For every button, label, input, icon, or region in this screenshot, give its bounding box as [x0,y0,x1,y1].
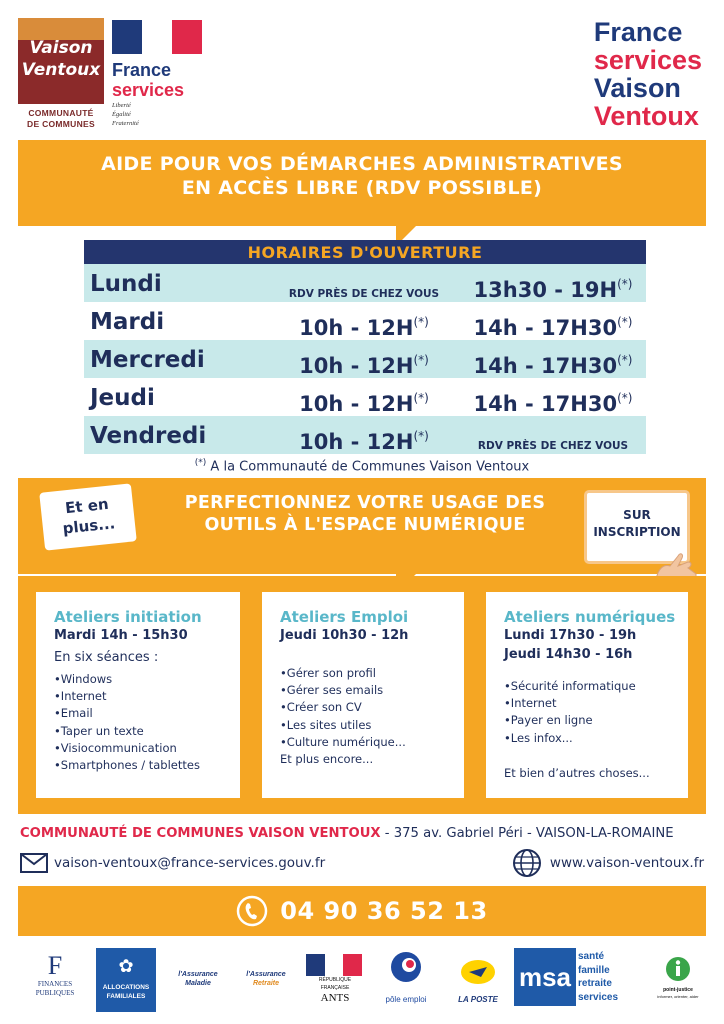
hours-note-star: (*) [194,458,207,468]
msa-l3: retraite [578,978,612,989]
retraite-l1: l'Assurance [246,971,286,978]
pole-emploi-icon [389,950,423,984]
pole-l1: pôle emploi [385,995,427,1004]
day-label: Mercredi [90,347,205,373]
day-label: Jeudi [90,385,155,411]
logo-vv-line1: Vaison [29,38,93,58]
banner1-line2: EN ACCÈS LIBRE (RDV POSSIBLE) [181,177,543,199]
aide-banner [18,140,706,226]
atelier-schedule: Lundi 17h30 - 19h [504,628,637,643]
atelier-item: • Internet [504,695,676,712]
atelier-item: • Smartphones / tablettes [54,757,228,774]
banner1-line1: AIDE POUR VOS DÉMARCHES ADMINISTRATIVES [101,153,623,175]
atelier-title: Ateliers initiation [54,608,202,626]
morning-hours: RDV PRÈS DE CHEZ VOUS [288,288,440,300]
atelier-item: • Visiocommunication [54,740,228,757]
title-line3: Vaison [593,73,681,103]
phone-number[interactable]: 04 90 36 52 13 [280,897,488,925]
atelier-item: • Payer en ligne [504,712,676,729]
assurance-maladie-logo [170,948,226,1012]
page-title [594,18,702,130]
finances-publiques-logo: F FINANCES PUBLIQUES [30,948,80,1012]
inscription-line1: SUR [623,508,651,522]
et-plus-line1: Et en [64,494,110,518]
inscription-line2: INSCRIPTION [593,525,681,539]
point-justice-logo [652,948,704,1012]
hours-row [84,340,646,378]
afternoon-hours: 14h - 17H30(*) [473,391,633,416]
assurance-retraite-logo [238,948,294,1012]
address-line [20,826,674,841]
website-row[interactable] [512,848,704,878]
atelier-schedule: Jeudi 10h30 - 12h [280,628,409,643]
finances-l2: PUBLIQUES [35,989,75,997]
title-line1: France [593,17,683,47]
msa-l4: services [578,991,619,1003]
perfectionnez-text [140,492,590,536]
justice-l1: point-justice [663,987,693,993]
et-plus-line2: plus... [61,514,117,538]
atelier-item: • Email [54,705,228,722]
atelier-title: Ateliers numériques [504,608,676,626]
atelier-title: Ateliers Emploi [280,608,409,626]
france-services-logo [112,20,212,130]
atelier-card [36,592,240,798]
day-label: Lundi [90,271,162,297]
logo-fs-motto3: Fraternité [112,120,139,127]
caf-l2: FAMILIALES [106,993,146,1000]
poste-l1: LA POSTE [458,995,498,1004]
hours-row [84,378,646,416]
email-row[interactable] [20,852,325,874]
ants-logo [306,948,364,1012]
ameli-l2: Maladie [185,980,211,987]
vaison-ventoux-logo [18,18,104,130]
org-name: COMMUNAUTÉ DE COMMUNES VAISON VENTOUX [20,826,381,841]
logo-fs-line1: France [112,60,172,80]
atelier-item: • Gérer son profil [280,665,452,682]
msa-l2: famille [578,964,610,976]
ants-l2: ANTS [320,992,350,1004]
title-line2: services [593,45,702,75]
title-line4: Ventoux [593,101,699,131]
website-link[interactable]: www.vaison-ventoux.fr [549,855,704,871]
logo-vv-line2: Ventoux [21,60,101,80]
caf-logo: ✿ ALLOCATIONS FAMILIALES [96,948,156,1012]
afternoon-hours: 13h30 - 19H(*) [473,277,633,302]
logo-vv-sub1: COMMUNAUTÉ [28,108,94,118]
atelier-item: • Les infox... [504,730,676,747]
atelier-outro: Et bien d’autres choses... [504,765,650,780]
caf-l1: ALLOCATIONS [102,984,150,991]
atelier-outro: Et plus encore... [280,752,374,767]
envelope-icon [20,853,48,873]
atelier-item: • Windows [54,671,228,688]
hours-note-text: A la Communauté de Communes Vaison Ventoux [206,459,530,475]
logo-fs-motto1: Liberté [112,102,131,109]
logo-fs-line2: services [112,80,185,100]
la-poste-icon [459,958,497,986]
afternoon-hours: 14h - 17H30(*) [473,315,633,340]
atelier-schedule: Mardi 14h - 15h30 [54,628,188,643]
banner2-line2: OUTILS À L'ESPACE NUMÉRIQUE [204,515,526,535]
la-poste-logo [446,948,510,1012]
email-link[interactable]: vaison-ventoux@france-services.gouv.fr [54,855,326,871]
morning-hours: 10h - 12H(*) [299,315,429,340]
finances-l1: FINANCES [37,980,73,988]
french-flag-icon [112,20,202,54]
hours-row [84,302,646,340]
point-justice-icon [665,956,691,982]
ameli-l1: l'Assurance [178,971,218,978]
hours-row [84,264,646,302]
globe-icon [512,848,542,878]
day-label: Vendredi [90,423,207,449]
atelier-item: • Sécurité informatique [504,678,676,695]
msa-logo: msa santé famille retraite services [514,948,646,1012]
atelier-intro: En six séances : [54,650,159,665]
day-label: Mardi [90,309,165,335]
address: - 375 av. Gabriel Péri - VAISON-LA-ROMAINE [380,826,674,841]
msa-l1: santé [578,951,605,962]
atelier-item: • Culture numérique... [280,734,452,751]
morning-hours: 10h - 12H(*) [299,353,429,378]
atelier-item: • Les sites utiles [280,717,452,734]
logo-vv-sub2: DE COMMUNES [27,119,95,129]
atelier-card [486,592,688,798]
ants-l1: RÉPUBLIQUE FRANÇAISE [318,977,352,991]
hours-note [0,458,724,474]
phone-bar[interactable] [18,886,706,936]
morning-hours: 10h - 12H(*) [299,391,429,416]
atelier-item: • Taper un texte [54,723,228,740]
logo-fs-motto2: Égalité [112,111,131,118]
morning-hours: 10h - 12H(*) [299,429,429,454]
hours-row [84,416,646,454]
retraite-l2: Retraite [252,980,280,987]
afternoon-hours: RDV PRÈS DE CHEZ VOUS [477,440,629,452]
hours-header: HORAIRES D'OUVERTURE [84,240,646,264]
atelier-item: • Gérer ses emails [280,682,452,699]
banner2-line1: PERFECTIONNEZ VOTRE USAGE DES [184,493,546,513]
et-en-plus-badge [39,483,137,550]
phone-icon [236,895,268,927]
atelier-schedule: Jeudi 14h30 - 16h [504,647,633,662]
afternoon-hours: 14h - 17H30(*) [473,353,633,378]
pole-emploi-logo [376,948,436,1012]
atelier-item: • Créer son CV [280,699,452,716]
atelier-item: • Internet [54,688,228,705]
hours-table [84,240,646,454]
justice-l2: informer, orienter, aider [657,994,699,999]
atelier-card [262,592,464,798]
